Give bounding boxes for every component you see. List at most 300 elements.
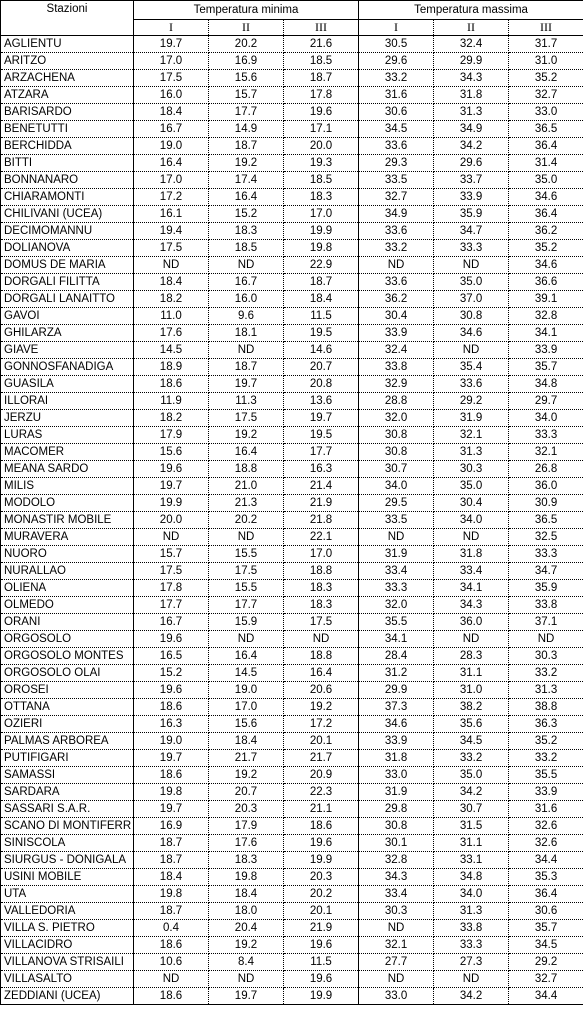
max-i-cell: 27.7 xyxy=(359,954,434,971)
max-i-cell: 30.8 xyxy=(359,444,434,461)
min-iii-cell: 20.2 xyxy=(284,886,359,903)
max-iii-cell: ND xyxy=(509,631,583,648)
min-ii-cell: 15.5 xyxy=(209,546,284,563)
max-ii-cell: 31.5 xyxy=(434,818,509,835)
min-iii-cell: 21.9 xyxy=(284,495,359,512)
max-iii-cell: 35.7 xyxy=(509,359,583,376)
station-name-cell: DORGALI FILITTA xyxy=(1,274,134,291)
table-row xyxy=(1,53,583,70)
min-iii-cell: 20.1 xyxy=(284,903,359,920)
max-i-cell: ND xyxy=(359,529,434,546)
min-ii-cell: ND xyxy=(209,342,284,359)
max-i-cell: 32.0 xyxy=(359,410,434,427)
max-iii-cell: 32.7 xyxy=(509,971,583,988)
max-iii-cell: 33.9 xyxy=(509,784,583,801)
max-ii-cell: 34.6 xyxy=(434,325,509,342)
min-i-cell: 16.4 xyxy=(134,155,209,172)
table-row xyxy=(1,733,583,750)
table-row xyxy=(1,138,583,155)
station-name-cell: GONNOSFANADIGA xyxy=(1,359,134,376)
max-iii-cell: 34.6 xyxy=(509,257,583,274)
max-i-cell: 34.1 xyxy=(359,631,434,648)
min-ii-cell: 20.4 xyxy=(209,920,284,937)
max-i-cell: 30.8 xyxy=(359,818,434,835)
max-iii-cell: 34.8 xyxy=(509,376,583,393)
max-i-cell: 33.2 xyxy=(359,240,434,257)
station-name-cell: VILLASALTO xyxy=(1,971,134,988)
header-temperatura-massima: Temperatura massima xyxy=(359,1,583,20)
subheader-min-iii: III xyxy=(284,20,359,36)
station-name-cell: DORGALI LANAITTO xyxy=(1,291,134,308)
max-iii-cell: 36.5 xyxy=(509,121,583,138)
max-ii-cell: 29.6 xyxy=(434,155,509,172)
min-i-cell: 20.0 xyxy=(134,512,209,529)
max-ii-cell: 35.0 xyxy=(434,478,509,495)
min-iii-cell: 22.9 xyxy=(284,257,359,274)
table-row xyxy=(1,189,583,206)
max-ii-cell: 33.8 xyxy=(434,920,509,937)
table-row xyxy=(1,410,583,427)
max-ii-cell: 35.0 xyxy=(434,767,509,784)
max-iii-cell: 36.5 xyxy=(509,512,583,529)
max-iii-cell: 33.8 xyxy=(509,597,583,614)
station-name-cell: SAMASSI xyxy=(1,767,134,784)
min-iii-cell: 17.0 xyxy=(284,206,359,223)
min-ii-cell: 16.4 xyxy=(209,648,284,665)
min-i-cell: 18.9 xyxy=(134,359,209,376)
max-i-cell: ND xyxy=(359,971,434,988)
table-row xyxy=(1,223,583,240)
min-i-cell: ND xyxy=(134,257,209,274)
min-i-cell: 0.4 xyxy=(134,920,209,937)
station-name-cell: VILLACIDRO xyxy=(1,937,134,954)
max-ii-cell: 34.0 xyxy=(434,512,509,529)
station-name-cell: AGLIENTU xyxy=(1,36,134,53)
station-name-cell: ILLORAI xyxy=(1,393,134,410)
station-name-cell: VALLEDORIA xyxy=(1,903,134,920)
min-iii-cell: 20.0 xyxy=(284,138,359,155)
max-ii-cell: 27.3 xyxy=(434,954,509,971)
min-ii-cell: 15.6 xyxy=(209,716,284,733)
table-row xyxy=(1,682,583,699)
min-i-cell: 16.0 xyxy=(134,87,209,104)
station-name-cell: NUORO xyxy=(1,546,134,563)
max-i-cell: 33.6 xyxy=(359,274,434,291)
min-iii-cell: 19.6 xyxy=(284,937,359,954)
max-i-cell: 36.2 xyxy=(359,291,434,308)
station-name-cell: MONASTIR MOBILE xyxy=(1,512,134,529)
max-i-cell: ND xyxy=(359,920,434,937)
max-ii-cell: 30.4 xyxy=(434,495,509,512)
min-i-cell: 18.6 xyxy=(134,699,209,716)
min-i-cell: 16.3 xyxy=(134,716,209,733)
min-i-cell: 10.6 xyxy=(134,954,209,971)
max-iii-cell: 35.9 xyxy=(509,580,583,597)
station-name-cell: BARISARDO xyxy=(1,104,134,121)
table-row xyxy=(1,308,583,325)
min-iii-cell: 18.8 xyxy=(284,648,359,665)
max-ii-cell: 32.1 xyxy=(434,427,509,444)
table-row xyxy=(1,988,583,1005)
subheader-min-ii: II xyxy=(209,20,284,36)
max-ii-cell: 29.9 xyxy=(434,53,509,70)
min-ii-cell: 17.5 xyxy=(209,410,284,427)
station-name-cell: ARITZO xyxy=(1,53,134,70)
max-iii-cell: 32.6 xyxy=(509,818,583,835)
table-row xyxy=(1,172,583,189)
max-iii-cell: 31.7 xyxy=(509,36,583,53)
min-i-cell: 19.4 xyxy=(134,223,209,240)
table-row xyxy=(1,427,583,444)
max-i-cell: 29.8 xyxy=(359,801,434,818)
max-ii-cell: 33.1 xyxy=(434,852,509,869)
station-name-cell: DOMUS DE MARIA xyxy=(1,257,134,274)
max-iii-cell: 34.4 xyxy=(509,852,583,869)
station-name-cell: UTA xyxy=(1,886,134,903)
min-iii-cell: 17.2 xyxy=(284,716,359,733)
table-row xyxy=(1,87,583,104)
max-ii-cell: 34.9 xyxy=(434,121,509,138)
max-iii-cell: 29.2 xyxy=(509,954,583,971)
min-ii-cell: 9.6 xyxy=(209,308,284,325)
max-iii-cell: 32.7 xyxy=(509,87,583,104)
max-iii-cell: 34.0 xyxy=(509,410,583,427)
min-iii-cell: 14.6 xyxy=(284,342,359,359)
min-ii-cell: ND xyxy=(209,257,284,274)
min-iii-cell: 17.0 xyxy=(284,546,359,563)
max-i-cell: 31.6 xyxy=(359,87,434,104)
max-i-cell: 29.6 xyxy=(359,53,434,70)
max-ii-cell: 34.2 xyxy=(434,138,509,155)
min-ii-cell: 18.1 xyxy=(209,325,284,342)
min-iii-cell: 18.7 xyxy=(284,274,359,291)
table-row xyxy=(1,835,583,852)
table-row xyxy=(1,920,583,937)
station-name-cell: OZIERI xyxy=(1,716,134,733)
max-i-cell: 33.4 xyxy=(359,886,434,903)
header-temperatura-minima: Temperatura minima xyxy=(134,1,359,20)
min-iii-cell: 20.7 xyxy=(284,359,359,376)
min-iii-cell: 18.3 xyxy=(284,580,359,597)
max-i-cell: 29.5 xyxy=(359,495,434,512)
station-name-cell: BENETUTTI xyxy=(1,121,134,138)
max-ii-cell: 30.7 xyxy=(434,801,509,818)
max-ii-cell: 33.4 xyxy=(434,563,509,580)
max-iii-cell: 32.1 xyxy=(509,444,583,461)
min-i-cell: 19.8 xyxy=(134,886,209,903)
max-iii-cell: 34.1 xyxy=(509,325,583,342)
station-name-cell: GAVOI xyxy=(1,308,134,325)
max-ii-cell: 31.8 xyxy=(434,87,509,104)
table-row xyxy=(1,767,583,784)
table-row xyxy=(1,563,583,580)
max-ii-cell: ND xyxy=(434,529,509,546)
table-row xyxy=(1,359,583,376)
min-ii-cell: 17.5 xyxy=(209,563,284,580)
table-row xyxy=(1,155,583,172)
max-i-cell: 32.0 xyxy=(359,597,434,614)
table-row xyxy=(1,342,583,359)
max-ii-cell: 31.3 xyxy=(434,903,509,920)
station-name-cell: MILIS xyxy=(1,478,134,495)
max-ii-cell: 34.8 xyxy=(434,869,509,886)
max-iii-cell: 36.3 xyxy=(509,716,583,733)
min-ii-cell: 15.2 xyxy=(209,206,284,223)
table-row xyxy=(1,291,583,308)
station-name-cell: MODOLO xyxy=(1,495,134,512)
max-i-cell: 30.8 xyxy=(359,427,434,444)
station-name-cell: PUTIFIGARI xyxy=(1,750,134,767)
table-row xyxy=(1,580,583,597)
station-name-cell: VILLANOVA STRISAILI xyxy=(1,954,134,971)
station-name-cell: NURALLAO xyxy=(1,563,134,580)
station-name-cell: OROSEI xyxy=(1,682,134,699)
max-iii-cell: 33.9 xyxy=(509,342,583,359)
min-iii-cell: 19.9 xyxy=(284,852,359,869)
table-row xyxy=(1,699,583,716)
max-ii-cell: 31.3 xyxy=(434,104,509,121)
max-iii-cell: 31.4 xyxy=(509,155,583,172)
min-ii-cell: 20.3 xyxy=(209,801,284,818)
max-iii-cell: 31.6 xyxy=(509,801,583,818)
min-i-cell: 18.6 xyxy=(134,767,209,784)
min-i-cell: 17.7 xyxy=(134,597,209,614)
station-name-cell: BITTI xyxy=(1,155,134,172)
min-i-cell: 17.5 xyxy=(134,563,209,580)
table-row xyxy=(1,954,583,971)
station-name-cell: ZEDDIANI (UCEA) xyxy=(1,988,134,1005)
max-i-cell: 33.6 xyxy=(359,138,434,155)
max-i-cell: 33.0 xyxy=(359,767,434,784)
table-row xyxy=(1,104,583,121)
min-i-cell: 16.9 xyxy=(134,818,209,835)
max-iii-cell: 36.0 xyxy=(509,478,583,495)
min-iii-cell: 19.8 xyxy=(284,240,359,257)
max-ii-cell: 34.7 xyxy=(434,223,509,240)
min-i-cell: 16.5 xyxy=(134,648,209,665)
min-iii-cell: 19.6 xyxy=(284,104,359,121)
max-i-cell: 29.9 xyxy=(359,682,434,699)
min-i-cell: 15.6 xyxy=(134,444,209,461)
min-ii-cell: 21.0 xyxy=(209,478,284,495)
max-ii-cell: 31.1 xyxy=(434,835,509,852)
station-name-cell: SINISCOLA xyxy=(1,835,134,852)
table-row xyxy=(1,36,583,53)
max-i-cell: 33.4 xyxy=(359,563,434,580)
min-ii-cell: 15.7 xyxy=(209,87,284,104)
table-row xyxy=(1,70,583,87)
min-ii-cell: 14.5 xyxy=(209,665,284,682)
max-iii-cell: 30.3 xyxy=(509,648,583,665)
min-iii-cell: 19.5 xyxy=(284,325,359,342)
station-name-cell: MEANA SARDO xyxy=(1,461,134,478)
station-name-cell: ATZARA xyxy=(1,87,134,104)
station-name-cell: ARZACHENA xyxy=(1,70,134,87)
min-ii-cell: 16.7 xyxy=(209,274,284,291)
station-name-cell: DECIMOMANNU xyxy=(1,223,134,240)
max-iii-cell: 36.2 xyxy=(509,223,583,240)
table-row xyxy=(1,393,583,410)
max-i-cell: 30.3 xyxy=(359,903,434,920)
max-i-cell: 30.7 xyxy=(359,461,434,478)
min-iii-cell: 18.5 xyxy=(284,53,359,70)
min-ii-cell: 16.0 xyxy=(209,291,284,308)
station-name-cell: ORANI xyxy=(1,614,134,631)
table-row xyxy=(1,376,583,393)
min-iii-cell: 21.4 xyxy=(284,478,359,495)
max-iii-cell: 36.4 xyxy=(509,886,583,903)
max-iii-cell: 36.4 xyxy=(509,206,583,223)
min-ii-cell: 19.7 xyxy=(209,988,284,1005)
min-ii-cell: ND xyxy=(209,971,284,988)
table-row xyxy=(1,665,583,682)
min-i-cell: 19.9 xyxy=(134,495,209,512)
max-iii-cell: 33.2 xyxy=(509,665,583,682)
min-ii-cell: 18.3 xyxy=(209,223,284,240)
max-i-cell: 31.9 xyxy=(359,546,434,563)
max-i-cell: 34.9 xyxy=(359,206,434,223)
max-ii-cell: 33.9 xyxy=(434,189,509,206)
min-i-cell: 17.5 xyxy=(134,240,209,257)
min-iii-cell: 20.3 xyxy=(284,869,359,886)
min-iii-cell: 20.6 xyxy=(284,682,359,699)
max-i-cell: 35.5 xyxy=(359,614,434,631)
max-iii-cell: 29.7 xyxy=(509,393,583,410)
min-ii-cell: 19.7 xyxy=(209,376,284,393)
min-ii-cell: 18.3 xyxy=(209,852,284,869)
station-name-cell: BONNANARO xyxy=(1,172,134,189)
min-ii-cell: 18.7 xyxy=(209,359,284,376)
station-name-cell: SARDARA xyxy=(1,784,134,801)
min-i-cell: 17.5 xyxy=(134,70,209,87)
table-row xyxy=(1,240,583,257)
max-iii-cell: 33.3 xyxy=(509,546,583,563)
min-ii-cell: 21.7 xyxy=(209,750,284,767)
table-row xyxy=(1,852,583,869)
min-ii-cell: 11.3 xyxy=(209,393,284,410)
max-ii-cell: 34.2 xyxy=(434,784,509,801)
max-ii-cell: 34.2 xyxy=(434,988,509,1005)
min-iii-cell: 18.8 xyxy=(284,563,359,580)
max-iii-cell: 34.7 xyxy=(509,563,583,580)
max-iii-cell: 38.8 xyxy=(509,699,583,716)
min-i-cell: 17.9 xyxy=(134,427,209,444)
max-ii-cell: 31.8 xyxy=(434,546,509,563)
max-i-cell: 33.5 xyxy=(359,172,434,189)
min-ii-cell: 17.7 xyxy=(209,597,284,614)
min-iii-cell: 18.7 xyxy=(284,70,359,87)
min-iii-cell: 21.7 xyxy=(284,750,359,767)
max-iii-cell: 36.6 xyxy=(509,274,583,291)
max-i-cell: 30.5 xyxy=(359,36,434,53)
max-ii-cell: 34.3 xyxy=(434,597,509,614)
min-ii-cell: 21.3 xyxy=(209,495,284,512)
max-iii-cell: 35.2 xyxy=(509,70,583,87)
max-iii-cell: 34.6 xyxy=(509,189,583,206)
subheader-max-ii: II xyxy=(434,20,509,36)
table-body xyxy=(1,36,583,1005)
max-i-cell: 33.6 xyxy=(359,223,434,240)
max-ii-cell: 33.6 xyxy=(434,376,509,393)
station-name-cell: CHIARAMONTI xyxy=(1,189,134,206)
min-iii-cell: 20.9 xyxy=(284,767,359,784)
min-iii-cell: 19.9 xyxy=(284,988,359,1005)
max-iii-cell: 31.0 xyxy=(509,53,583,70)
max-ii-cell: 34.1 xyxy=(434,580,509,597)
max-i-cell: 33.8 xyxy=(359,359,434,376)
table-row xyxy=(1,971,583,988)
min-i-cell: 19.6 xyxy=(134,682,209,699)
max-iii-cell: 32.6 xyxy=(509,835,583,852)
table-row xyxy=(1,121,583,138)
min-i-cell: 17.0 xyxy=(134,172,209,189)
max-ii-cell: 33.3 xyxy=(434,240,509,257)
min-ii-cell: 19.2 xyxy=(209,767,284,784)
min-i-cell: 19.0 xyxy=(134,138,209,155)
min-i-cell: 18.4 xyxy=(134,104,209,121)
station-name-cell: VILLA S. PIETRO xyxy=(1,920,134,937)
max-ii-cell: ND xyxy=(434,342,509,359)
max-iii-cell: 30.9 xyxy=(509,495,583,512)
table-row xyxy=(1,529,583,546)
min-iii-cell: 20.1 xyxy=(284,733,359,750)
min-ii-cell: 15.6 xyxy=(209,70,284,87)
station-name-cell: SASSARI S.A.R. xyxy=(1,801,134,818)
min-iii-cell: ND xyxy=(284,631,359,648)
max-i-cell: 30.4 xyxy=(359,308,434,325)
max-iii-cell: 35.2 xyxy=(509,733,583,750)
max-i-cell: 37.3 xyxy=(359,699,434,716)
table-row xyxy=(1,801,583,818)
min-i-cell: ND xyxy=(134,971,209,988)
max-ii-cell: 31.1 xyxy=(434,665,509,682)
min-iii-cell: 18.4 xyxy=(284,291,359,308)
min-ii-cell: 15.9 xyxy=(209,614,284,631)
table-row xyxy=(1,495,583,512)
min-i-cell: 19.0 xyxy=(134,733,209,750)
table-row xyxy=(1,512,583,529)
min-ii-cell: 19.2 xyxy=(209,427,284,444)
min-iii-cell: 19.6 xyxy=(284,971,359,988)
max-iii-cell: 35.3 xyxy=(509,869,583,886)
table-row xyxy=(1,886,583,903)
station-name-cell: JERZU xyxy=(1,410,134,427)
min-i-cell: 14.5 xyxy=(134,342,209,359)
min-iii-cell: 18.3 xyxy=(284,189,359,206)
max-iii-cell: 33.3 xyxy=(509,427,583,444)
min-ii-cell: 18.4 xyxy=(209,886,284,903)
table-row xyxy=(1,444,583,461)
max-ii-cell: 35.6 xyxy=(434,716,509,733)
subheader-max-iii: III xyxy=(509,20,583,36)
table-row xyxy=(1,461,583,478)
max-ii-cell: 31.0 xyxy=(434,682,509,699)
station-name-cell: PALMAS ARBOREA xyxy=(1,733,134,750)
station-name-cell: ORGOSOLO MONTES xyxy=(1,648,134,665)
header-row xyxy=(1,1,583,20)
min-i-cell: 18.4 xyxy=(134,274,209,291)
max-ii-cell: 33.3 xyxy=(434,937,509,954)
max-ii-cell: 34.3 xyxy=(434,70,509,87)
max-iii-cell: 35.7 xyxy=(509,920,583,937)
min-i-cell: 17.0 xyxy=(134,53,209,70)
max-i-cell: 34.5 xyxy=(359,121,434,138)
max-ii-cell: 35.0 xyxy=(434,274,509,291)
min-iii-cell: 17.1 xyxy=(284,121,359,138)
min-iii-cell: 22.3 xyxy=(284,784,359,801)
station-name-cell: DOLIANOVA xyxy=(1,240,134,257)
min-ii-cell: 20.2 xyxy=(209,36,284,53)
